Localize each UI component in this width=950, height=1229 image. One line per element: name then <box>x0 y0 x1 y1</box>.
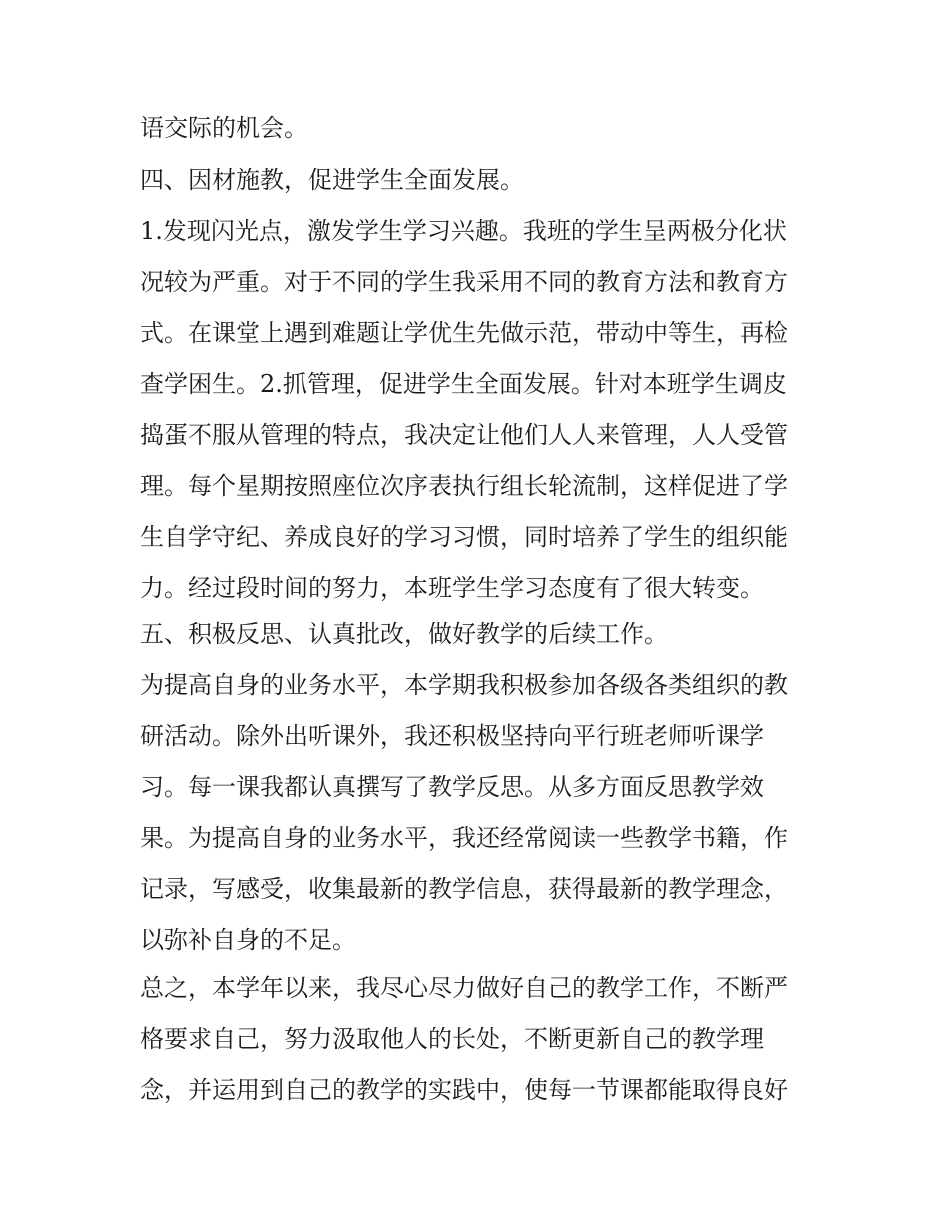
text-line-14: 习。每一课我都认真撰写了教学反思。从多方面反思教学效 <box>140 773 764 801</box>
text-line-4: 况较为严重。对于不同的学生我采用不同的教育方法和教育方 <box>140 268 788 296</box>
text-line-17: 以弥补自身的不足。 <box>140 926 356 954</box>
text-line-1: 语交际的机会。 <box>140 114 308 142</box>
text-line-16: 记录，写感受，收集最新的教学信息，获得最新的教学理念， <box>140 875 788 903</box>
text-line-8: 理。每个星期按照座位次序表执行组长轮流制，这样促进了学 <box>140 472 788 500</box>
text-line-2: 四、因材施教，促进学生全面发展。 <box>140 166 524 194</box>
text-line-18: 总之，本学年以来，我尽心尽力做好自己的教学工作，不断严 <box>140 974 788 1002</box>
text-line-10: 力。经过段时间的努力，本班学生学习态度有了很大转变。 <box>140 574 764 602</box>
text-line-12: 为提高自身的业务水平，本学期我积极参加各级各类组织的教 <box>140 671 788 699</box>
text-line-3: 1.发现闪光点，激发学生学习兴趣。我班的学生呈两极分化状 <box>140 217 787 245</box>
text-line-15: 果。为提高自身的业务水平，我还经常阅读一些教学书籍，作 <box>140 824 788 852</box>
text-line-11: 五、积极反思、认真批改，做好教学的后续工作。 <box>140 620 668 648</box>
text-line-13: 研活动。除外出听课外，我还积极坚持向平行班老师听课学 <box>140 722 764 750</box>
text-line-6: 查学困生。2.抓管理，促进学生全面发展。针对本班学生调皮 <box>140 370 787 398</box>
text-line-9: 生自学守纪、养成良好的学习习惯，同时培养了学生的组织能 <box>140 523 788 551</box>
text-line-5: 式。在课堂上遇到难题让学优生先做示范，带动中等生，再检 <box>140 319 788 347</box>
text-line-7: 捣蛋不服从管理的特点，我决定让他们人人来管理，人人受管 <box>140 421 788 449</box>
text-line-19: 格要求自己，努力汲取他人的长处，不断更新自己的教学理 <box>140 1025 764 1053</box>
text-line-20: 念，并运用到自己的教学的实践中，使每一节课都能取得良好 <box>140 1076 788 1104</box>
